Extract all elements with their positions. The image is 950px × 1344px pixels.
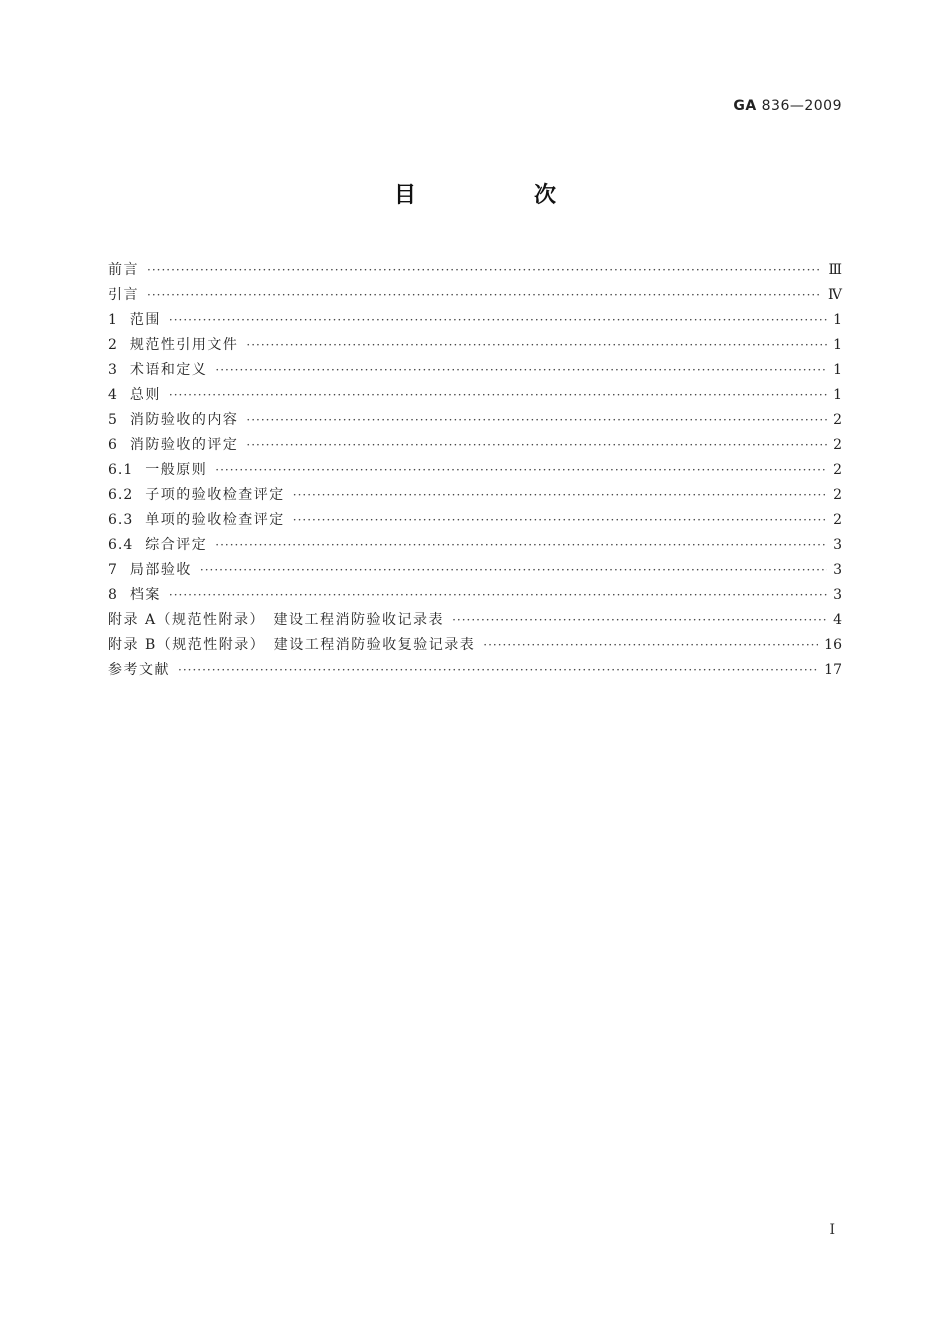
toc-leader-dots — [246, 333, 827, 358]
toc-entry-label: 单项的验收检查评定 — [145, 512, 285, 528]
toc-leader-dots — [246, 408, 827, 433]
page-number: I — [829, 1222, 835, 1238]
toc-entry-page: Ⅳ — [828, 287, 842, 303]
toc-entry-label: 术语和定义 — [129, 362, 208, 378]
toc-entry-number: 6.4 — [108, 537, 134, 553]
toc-leader-dots — [483, 633, 818, 658]
toc-entry-8[interactable] — [108, 583, 842, 608]
toc-entry-page: 2 — [833, 462, 842, 478]
toc-entry-label: 参考文献 — [108, 662, 170, 678]
toc-entry-1[interactable] — [108, 308, 842, 333]
toc-entry-number: 1 — [108, 312, 118, 328]
toc-entry-6-4[interactable] — [108, 533, 842, 558]
toc-entry-label: 引言 — [108, 287, 139, 303]
document-code-number: 836—2009 — [761, 98, 842, 114]
toc-leader-dots — [147, 258, 822, 283]
toc-entry-page: 3 — [833, 537, 842, 553]
toc-leader-dots — [169, 308, 827, 333]
document-code — [733, 98, 842, 114]
toc-entry-4[interactable] — [108, 383, 842, 408]
toc-entry-introduction[interactable] — [108, 283, 842, 308]
toc-leader-dots — [293, 508, 827, 533]
toc-entry-label: 规范性引用文件 — [129, 337, 239, 353]
toc-entry-bibliography[interactable] — [108, 658, 842, 683]
toc-entry-page: 2 — [833, 512, 842, 528]
toc-entry-number: 2 — [108, 337, 118, 353]
toc-entry-label: 消防验收的评定 — [129, 437, 239, 453]
toc-leader-dots — [169, 383, 827, 408]
toc-entry-page: 1 — [833, 387, 842, 403]
toc-leader-dots — [178, 658, 818, 683]
toc-entry-label: 前言 — [108, 262, 139, 278]
toc-entry-page: 2 — [833, 412, 842, 428]
toc-leader-dots — [215, 358, 827, 383]
document-code-prefix: GA — [733, 98, 757, 114]
toc-entry-6[interactable] — [108, 433, 842, 458]
toc-entry-page: 2 — [833, 437, 842, 453]
toc-leader-dots — [169, 583, 827, 608]
toc-entry-6-3[interactable] — [108, 508, 842, 533]
toc-entry-label: 局部验收 — [129, 562, 192, 578]
toc-entry-label: 消防验收的内容 — [129, 412, 239, 428]
toc-entry-number: 6.1 — [108, 462, 134, 478]
toc-entry-label: 一般原则 — [145, 462, 208, 478]
toc-entry-number: 6.3 — [108, 512, 134, 528]
toc-entry-label: 档案 — [129, 587, 161, 603]
table-of-contents — [108, 258, 842, 683]
toc-entry-7[interactable] — [108, 558, 842, 583]
toc-entry-6-1[interactable] — [108, 458, 842, 483]
toc-entry-page: 2 — [833, 487, 842, 503]
toc-entry-page: 1 — [833, 362, 842, 378]
toc-leader-dots — [293, 483, 827, 508]
toc-entry-page: 3 — [833, 587, 842, 603]
toc-entry-page: 1 — [833, 337, 842, 353]
toc-entry-page: 17 — [824, 662, 842, 678]
toc-entry-label: 综合评定 — [145, 537, 208, 553]
toc-title: 目 次 — [393, 183, 604, 208]
toc-leader-dots — [147, 283, 822, 308]
toc-entry-number: 5 — [108, 412, 118, 428]
toc-leader-dots — [215, 533, 827, 558]
toc-leader-dots — [452, 608, 827, 633]
toc-entry-label: 附录 B（规范性附录） 建设工程消防验收复验记录表 — [108, 637, 476, 653]
toc-entry-label: 附录 A（规范性附录） 建设工程消防验收记录表 — [108, 612, 445, 628]
toc-entry-appendix-a[interactable] — [108, 608, 842, 633]
toc-entry-number: 8 — [108, 587, 118, 603]
toc-entry-2[interactable] — [108, 333, 842, 358]
toc-entry-number: 3 — [108, 362, 118, 378]
toc-entry-number: 7 — [108, 562, 118, 578]
toc-leader-dots — [246, 433, 827, 458]
toc-entry-label: 范围 — [129, 312, 161, 328]
toc-entry-foreword[interactable] — [108, 258, 842, 283]
toc-entry-page: 3 — [833, 562, 842, 578]
toc-entry-3[interactable] — [108, 358, 842, 383]
toc-entry-5[interactable] — [108, 408, 842, 433]
toc-leader-dots — [200, 558, 827, 583]
toc-entry-appendix-b[interactable] — [108, 633, 842, 658]
toc-entry-page: Ⅲ — [828, 262, 842, 278]
toc-entry-number: 6.2 — [108, 487, 134, 503]
toc-entry-page: 16 — [824, 637, 842, 653]
toc-entry-6-2[interactable] — [108, 483, 842, 508]
toc-entry-label: 子项的验收检查评定 — [145, 487, 285, 503]
toc-entry-number: 6 — [108, 437, 118, 453]
toc-entry-number: 4 — [108, 387, 118, 403]
toc-leader-dots — [215, 458, 827, 483]
toc-entry-page: 4 — [833, 612, 842, 628]
toc-entry-page: 1 — [833, 312, 842, 328]
toc-entry-label: 总则 — [129, 387, 161, 403]
